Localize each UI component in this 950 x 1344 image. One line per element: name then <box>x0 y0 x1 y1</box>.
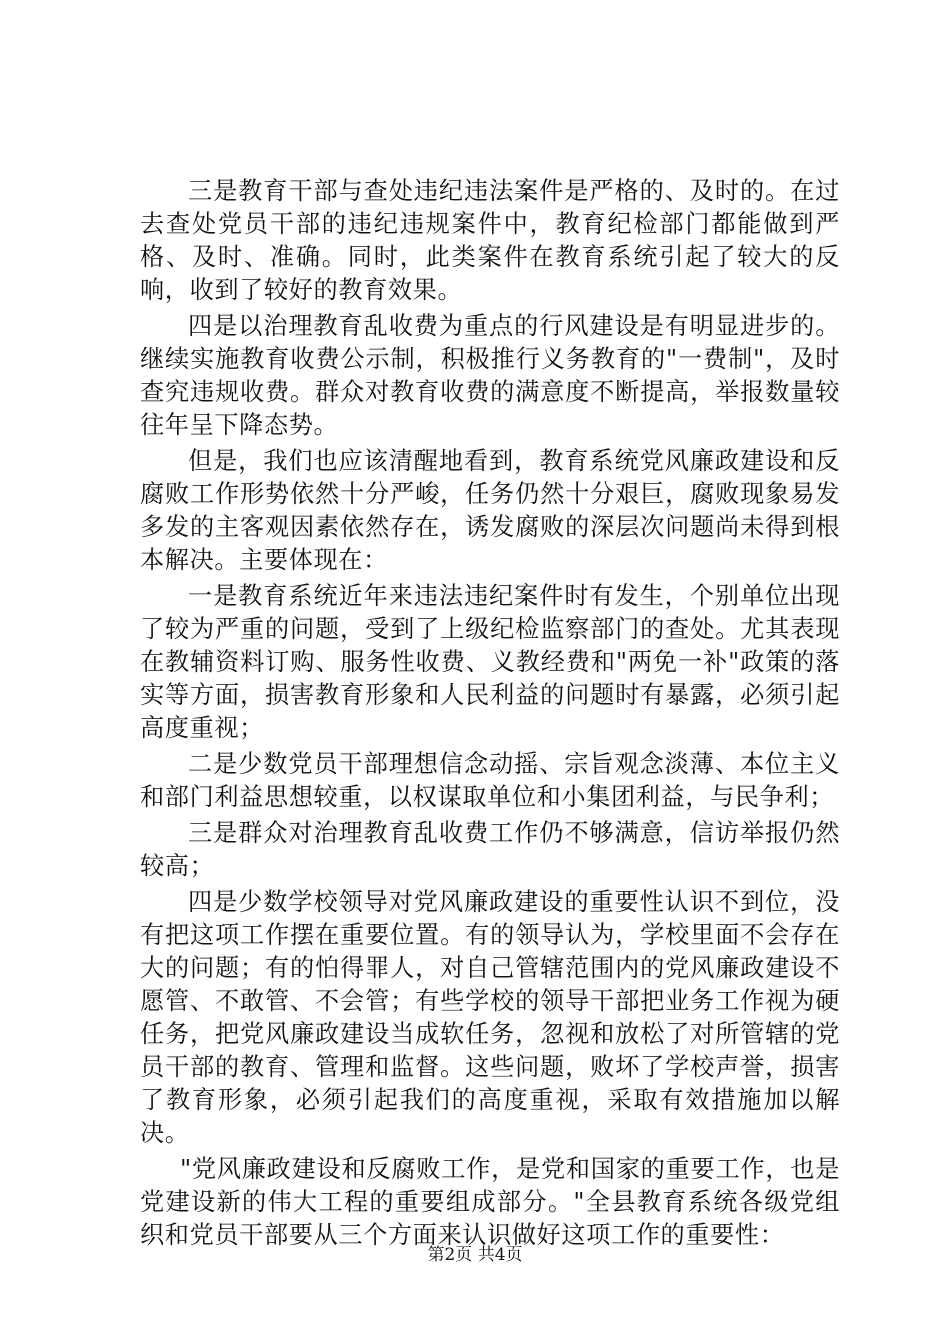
paragraph-case-handling: 三是教育干部与查处违纪违法案件是严格的、及时的。在过去查处党员干部的违纪违规案件中，教育纪检部门都能做到严格、及时、准确。同时，此类案件在教育系统引起了较大的反响，收到了较好的教育效果。 <box>140 177 840 304</box>
document-body <box>140 175 840 1252</box>
page-number-footer: 第2页 共4页 <box>427 1245 523 1265</box>
paragraph-importance-quote: "党风廉政建设和反腐败工作，是党和国家的重要工作，也是党建设新的伟大工程的重要组成部分。"全县教育系统各级党组织和党员干部要从三个方面来认识做好这项工作的重要性： <box>140 1155 840 1249</box>
paragraph-problem-one: 一是教育系统近年来违法违纪案件时有发生，个别单位出现了较为严重的问题，受到了上级纪检监察部门的查处。尤其表现在教辅资料订购、服务性收费、义教经费和"两免一补"政策的落实等方面，损害教育形象和人民利益的问题时有暴露，必须引起高度重视； <box>140 582 840 742</box>
paragraph-problem-three: 三是群众对治理教育乱收费工作仍不够满意，信访举报仍然较高； <box>140 819 840 880</box>
paragraph-problem-two: 二是少数党员干部理想信念动摇、宗旨观念淡薄、本位主义和部门利益思想较重，以权谋取单位和小集团利益，与民争利； <box>140 750 840 811</box>
paragraph-fee-governance: 四是以治理教育乱收费为重点的行风建设是有明显进步的。继续实施教育收费公示制，积极推行义务教育的"一费制"，及时查究违规收费。群众对教育收费的满意度不断提高，举报数量较往年呈下降态势。 <box>140 312 840 439</box>
paragraph-problem-four: 四是少数学校领导对党风廉政建设的重要性认识不到位，没有把这项工作摆在重要位置。有的领导认为，学校里面不会存在大的问题；有的怕得罪人，对自己管辖范围内的党风廉政建设不愿管、不敢管、不会管；有些学校的领导干部把业务工作视为硬任务，把党风廉政建设当成软任务，忽视和放松了对所管辖的党员干部的教育、管理和监督。这些问题，败坏了学校声誉，损害了教育形象，必须引起我们的高度重视，采取有效措施加以解决。 <box>140 888 840 1147</box>
paragraph-situation-overview: 但是，我们也应该清醒地看到，教育系统党风廉政建设和反腐败工作形势依然十分严峻，任务仍然十分艰巨，腐败现象易发多发的主客观因素依然存在，诱发腐败的深层次问题尚未得到根本解决。主要体现在： <box>140 447 840 574</box>
